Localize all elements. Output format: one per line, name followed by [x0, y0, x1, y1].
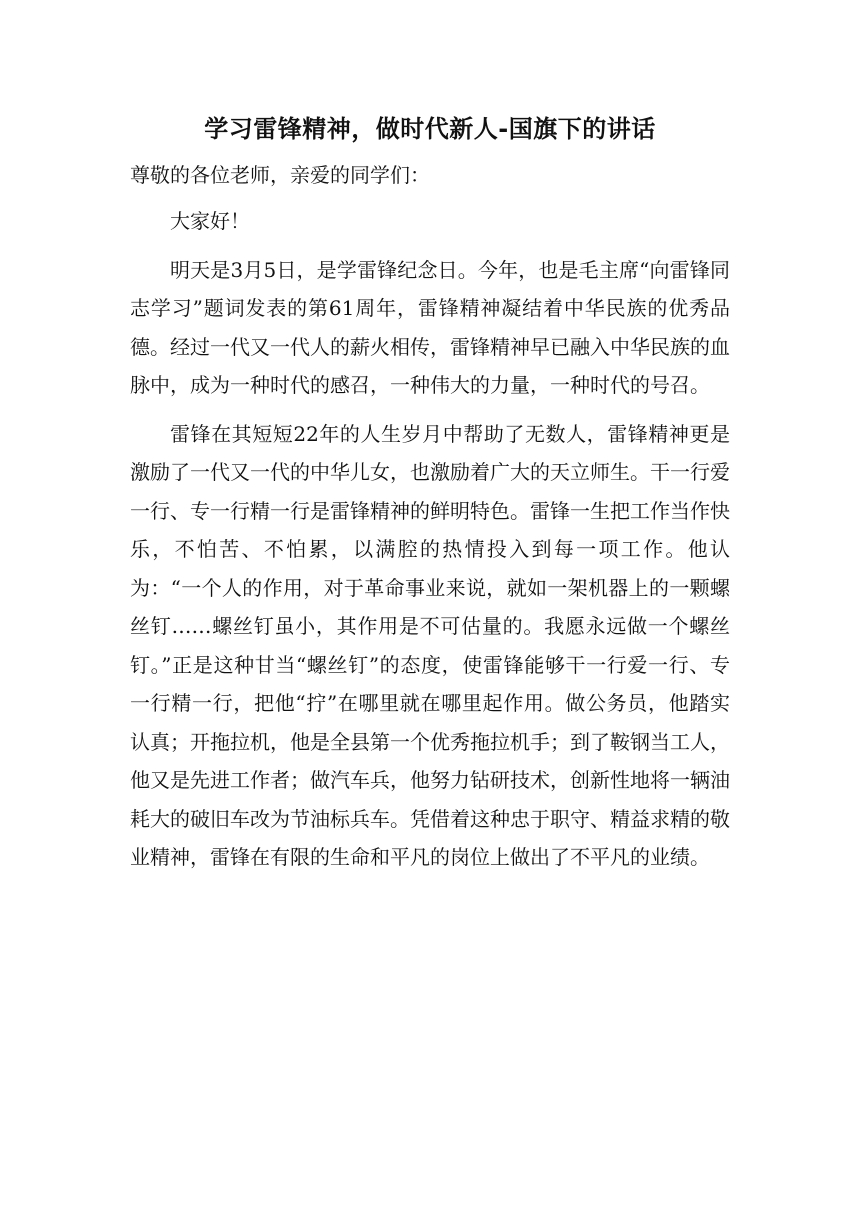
greeting-paragraph: 大家好！: [170, 209, 250, 233]
salutation: 尊敬的各位老师，亲爱的同学们：: [130, 163, 430, 187]
document-body: [130, 112, 730, 877]
body-paragraph-lei-feng-spirit: 雷锋在其短短22年的人生岁月中帮助了无数人，雷锋精神更是激励了一代又一代的中华儿女，也激励着广大的天立师生。干一行爱一行、专一行精一行是雷锋精神的鲜明特色。雷锋一生把工作当作快乐，不怕苦、不怕累，以满腔的热情投入到每一项工作。他认为：“一个人的作用，对于革命事业来说，就如一架机器上的一颗螺丝钉……螺丝钉虽小，其作用是不可估量的。我愿永远做一个螺丝钉。”正是这种甘当“螺丝钉”的态度，使雷锋能够干一行爱一行、专一行精一行，把他“拧”在哪里就在哪里起作用。做公务员，他踏实认真；开拖拉机，他是全县第一个优秀拖拉机手；到了鞍钢当工人，他又是先进工作者；做汽车兵，他努力钻研技术，创新性地将一辆油耗大的破旧车改为节油标兵车。凭借着这种忠于职守、精益求精的敬业精神，雷锋在有限的生命和平凡的岗位上做出了不平凡的业绩。: [130, 421, 730, 869]
body-paragraph-memorial-day: 明天是3月5日，是学雷锋纪念日。今年，也是毛主席“向雷锋同志学习”题词发表的第61周年，雷锋精神凝结着中华民族的优秀品德。经过一代又一代人的薪火相传，雷锋精神早已融入中华民族的血脉中，成为一种时代的感召，一种伟大的力量，一种时代的号召。: [130, 257, 730, 397]
document-title: 学习雷锋精神，做时代新人-国旗下的讲话: [204, 115, 656, 143]
